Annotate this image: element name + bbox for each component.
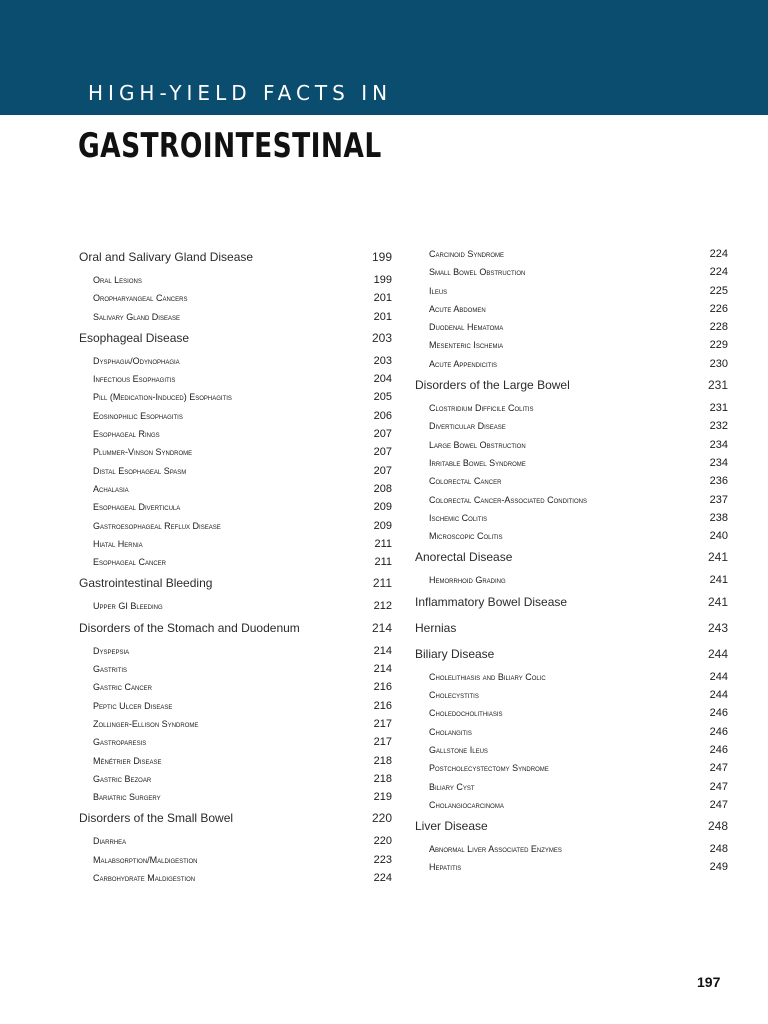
toc-page-number: 207 — [373, 446, 392, 459]
toc-page-number: 224 — [709, 266, 728, 279]
toc-subsection-title: Oropharyangeal Cancers — [93, 293, 188, 304]
toc-subsection-entry — [415, 493, 728, 511]
toc-page-number: 241 — [707, 550, 728, 565]
toc-page-number: 209 — [373, 501, 392, 514]
toc-subsection-title: Eosinophilic Esophagitis — [93, 410, 183, 421]
toc-page-number: 246 — [709, 707, 728, 720]
toc-subsection-title: Dysphagia/Odynophagia — [93, 355, 180, 366]
toc-page-number: 208 — [373, 482, 392, 495]
toc-subsection-entry — [415, 688, 728, 706]
toc-subsection-entry — [415, 706, 728, 724]
toc-page-number: 218 — [373, 772, 392, 785]
toc-page-number: 234 — [709, 438, 728, 451]
toc-page-number: 212 — [373, 600, 392, 613]
toc-subsection-title: Ménétrier Disease — [93, 755, 162, 766]
toc-subsection-title: Diarrhea — [93, 836, 127, 847]
toc-page-number: 247 — [709, 762, 728, 775]
toc-subsection-entry — [415, 573, 728, 591]
toc-subsection-entry — [415, 743, 728, 761]
toc-page-number: 224 — [709, 248, 728, 260]
toc-subsection-title: Microscopic Colitis — [429, 531, 503, 542]
toc-subsection-title: Clostridium Difficile Colitis — [429, 403, 534, 414]
toc-subsection-entry — [79, 834, 392, 852]
toc-page-number: 230 — [709, 357, 728, 370]
chapter-title: GASTROINTESTINAL — [78, 126, 382, 166]
toc-page-number: 225 — [709, 284, 728, 297]
toc-subsection-title: Carcinoid Syndrome — [429, 249, 505, 259]
toc-subsection-entry — [415, 798, 728, 816]
toc-section-entry — [415, 644, 728, 670]
toc-page-number: 236 — [709, 475, 728, 488]
toc-subsection-title: Esophageal Rings — [93, 429, 160, 440]
toc-subsection-title: Biliary Cyst — [429, 781, 475, 792]
toc-subsection-entry — [79, 464, 392, 482]
toc-subsection-entry — [79, 853, 392, 871]
toc-page-number: 217 — [373, 736, 392, 749]
toc-subsection-entry — [79, 519, 392, 537]
toc-page-number: 204 — [373, 373, 392, 386]
toc-subsection-title: Gastroesophageal Reflux Disease — [93, 520, 221, 531]
toc-section-entry — [415, 618, 728, 644]
toc-subsection-entry — [415, 725, 728, 743]
toc-section-title: Liver Disease — [415, 819, 488, 834]
toc-page-number: 214 — [373, 644, 392, 657]
toc-subsection-title: Small Bowel Obstruction — [429, 267, 526, 278]
toc-page-number: 231 — [709, 402, 728, 415]
toc-subsection-title: Dyspepsia — [93, 645, 130, 656]
toc-subsection-title: Achalasia — [93, 483, 129, 494]
toc-subsection-entry — [79, 390, 392, 408]
toc-subsection-title: Abnormal Liver Associated Enzymes — [429, 844, 562, 855]
toc-page-number: 199 — [373, 274, 392, 286]
toc-subsection-entry — [79, 372, 392, 390]
toc-page-number: 199 — [371, 250, 392, 264]
toc-section-entry — [79, 247, 392, 273]
toc-page-number: 206 — [373, 409, 392, 422]
toc-subsection-title: Gastritis — [93, 664, 128, 675]
toc-subsection-title: Cholangitis — [429, 726, 472, 737]
toc-subsection-title: Duodenal Hematoma — [429, 322, 504, 333]
toc-subsection-title: Mesenteric Ischemia — [429, 340, 504, 351]
toc-section-title: Disorders of the Small Bowel — [79, 811, 234, 826]
toc-subsection-entry — [415, 419, 728, 437]
toc-subsection-entry — [79, 717, 392, 735]
toc-page-number: 216 — [373, 681, 392, 694]
toc-subsection-entry — [79, 427, 392, 445]
toc-left-column — [79, 247, 392, 889]
toc-subsection-entry — [79, 273, 392, 291]
toc-subsection-title: Peptic Ulcer Disease — [93, 700, 173, 711]
toc-subsection-entry — [415, 456, 728, 474]
toc-subsection-entry — [79, 644, 392, 662]
toc-subsection-entry — [79, 537, 392, 555]
toc-page-number: 205 — [373, 391, 392, 404]
toc-subsection-title: Postcholecystectomy Syndrome — [429, 763, 549, 774]
toc-page-number: 216 — [373, 699, 392, 712]
toc-subsection-entry — [79, 500, 392, 518]
toc-subsection-entry — [79, 735, 392, 753]
toc-subsection-title: Acute Appendicitis — [429, 358, 498, 369]
toc-page-number: 209 — [373, 519, 392, 532]
toc-page-number: 224 — [373, 872, 392, 885]
toc-subsection-entry — [79, 310, 392, 328]
toc-subsection-entry — [79, 482, 392, 500]
toc-section-title: Esophageal Disease — [79, 330, 190, 345]
toc-subsection-title: Large Bowel Obstruction — [429, 439, 526, 450]
toc-subsection-entry — [79, 409, 392, 427]
toc-subsection-entry — [415, 780, 728, 798]
toc-page-number: 201 — [373, 310, 392, 323]
toc-subsection-entry — [415, 320, 728, 338]
toc-page-number: 244 — [707, 646, 728, 661]
toc-subsection-entry — [415, 529, 728, 547]
toc-subsection-title: Esophageal Diverticula — [93, 502, 181, 513]
toc-page-number: 220 — [373, 835, 392, 848]
toc-subsection-entry — [415, 284, 728, 302]
toc-section-title: Gastrointestinal Bleeding — [79, 576, 213, 591]
toc-subsection-entry — [79, 662, 392, 680]
toc-page-number: 237 — [709, 493, 728, 506]
toc-subsection-entry — [79, 599, 392, 617]
toc-subsection-entry — [79, 555, 392, 573]
toc-subsection-title: Acute Abdomen — [429, 303, 486, 314]
toc-page-number: 244 — [709, 670, 728, 683]
toc-subsection-title: Zollinger-Ellison Syndrome — [93, 718, 199, 729]
toc-page-number: 247 — [709, 780, 728, 793]
toc-subsection-title: Hemorrhoid Grading — [429, 575, 506, 586]
toc-subsection-title: Gastric Bezoar — [93, 773, 152, 784]
toc-section-entry — [79, 573, 392, 599]
toc-page-number: 207 — [373, 428, 392, 441]
toc-subsection-title: Hiatal Hernia — [93, 538, 143, 549]
toc-section-title: Biliary Disease — [415, 646, 495, 661]
toc-subsection-entry — [415, 302, 728, 320]
toc-page-number: 228 — [709, 321, 728, 334]
toc-page-number: 218 — [373, 754, 392, 767]
toc-section-entry — [79, 328, 392, 354]
toc-page-number: 223 — [373, 853, 392, 866]
toc-page-number: 244 — [709, 689, 728, 702]
toc-subsection-title: Salivary Gland Disease — [93, 311, 180, 322]
toc-section-entry — [79, 618, 392, 644]
toc-subsection-title: Plummer-Vinson Syndrome — [93, 447, 193, 458]
toc-page-number: 246 — [709, 743, 728, 756]
toc-subsection-entry — [79, 354, 392, 372]
toc-page-number: 229 — [709, 339, 728, 352]
toc-page-number: 234 — [709, 456, 728, 469]
toc-subsection-entry — [415, 401, 728, 419]
toc-page-number: 217 — [373, 717, 392, 730]
toc-subsection-title: Hepatitis — [429, 862, 462, 873]
toc-subsection-entry — [415, 842, 728, 860]
toc-subsection-entry — [415, 247, 728, 265]
toc-subsection-entry — [79, 772, 392, 790]
toc-page-number: 207 — [373, 464, 392, 477]
toc-subsection-title: Pill (Medication-Induced) Esophagitis — [93, 392, 232, 403]
toc-section-title: Disorders of the Large Bowel — [415, 378, 570, 393]
toc-subsection-entry — [79, 699, 392, 717]
page-number: 197 — [697, 974, 721, 990]
toc-page-number: 211 — [374, 556, 392, 569]
toc-section-title: Hernias — [415, 620, 457, 635]
toc-section-entry — [415, 592, 728, 618]
toc-section-entry — [415, 816, 728, 842]
toc-right-column — [415, 247, 728, 879]
toc-subsection-entry — [415, 357, 728, 375]
toc-subsection-title: Upper GI Bleeding — [93, 601, 163, 612]
toc-subsection-entry — [79, 790, 392, 808]
toc-subsection-title: Ischemic Colitis — [429, 512, 488, 523]
toc-subsection-title: Gastric Cancer — [93, 682, 153, 693]
toc-page-number: 241 — [707, 594, 728, 609]
toc-page-number: 241 — [709, 574, 728, 587]
toc-section-title: Oral and Salivary Gland Disease — [79, 250, 254, 264]
toc-subsection-title: Cholelithiasis and Biliary Colic — [429, 671, 546, 682]
chapter-kicker: HIGH-YIELD FACTS IN — [88, 81, 393, 105]
toc-subsection-entry — [415, 338, 728, 356]
toc-subsection-title: Colorectal Cancer — [429, 476, 502, 487]
toc-page-number: 220 — [371, 811, 392, 826]
toc-subsection-title: Diverticular Disease — [429, 421, 506, 432]
toc-subsection-title: Carbohydrate Maldigestion — [93, 873, 196, 884]
toc-subsection-entry — [79, 754, 392, 772]
toc-subsection-title: Cholecystitis — [429, 690, 479, 701]
toc-page-number: 243 — [707, 620, 728, 635]
toc-subsection-entry — [415, 860, 728, 878]
toc-page-number: 240 — [709, 530, 728, 543]
toc-subsection-title: Gallstone Ileus — [429, 744, 488, 755]
toc-page-number: 232 — [709, 420, 728, 433]
toc-page-number: 226 — [709, 302, 728, 315]
toc-page-number: 231 — [707, 378, 728, 393]
toc-subsection-title: Oral Lesions — [93, 275, 142, 285]
toc-page-number: 214 — [371, 620, 392, 635]
toc-page-number: 219 — [373, 791, 392, 804]
toc-page-number: 238 — [709, 511, 728, 524]
toc-page-number: 247 — [709, 798, 728, 811]
toc-subsection-entry — [415, 265, 728, 283]
toc-subsection-entry — [415, 474, 728, 492]
toc-subsection-title: Distal Esophageal Spasm — [93, 465, 187, 476]
toc-subsection-title: Gastroparesis — [93, 737, 147, 748]
toc-page-number: 249 — [709, 861, 728, 874]
toc-subsection-title: Ileus — [429, 285, 448, 296]
toc-subsection-title: Esophageal Cancer — [93, 557, 167, 568]
toc-page-number: 203 — [373, 354, 392, 367]
toc-subsection-entry — [415, 670, 728, 688]
toc-subsection-title: Irritable Bowel Syndrome — [429, 457, 526, 468]
toc-page-number: 203 — [371, 330, 392, 345]
toc-subsection-entry — [79, 871, 392, 889]
toc-page-number: 211 — [374, 537, 392, 550]
toc-subsection-title: Infectious Esophagitis — [93, 374, 176, 385]
toc-subsection-entry — [415, 761, 728, 779]
toc-subsection-title: Choledocholithiasis — [429, 708, 503, 719]
toc-section-entry — [415, 375, 728, 401]
toc-section-entry — [415, 547, 728, 573]
toc-page-number: 248 — [707, 819, 728, 834]
toc-subsection-entry — [79, 291, 392, 309]
toc-subsection-entry — [415, 438, 728, 456]
toc-subsection-title: Bariatric Surgery — [93, 792, 161, 803]
toc-page-number: 246 — [709, 725, 728, 738]
toc-subsection-title: Colorectal Cancer-Associated Conditions — [429, 494, 587, 505]
toc-subsection-title: Cholangiocarcinoma — [429, 799, 504, 810]
toc-page-number: 214 — [373, 663, 392, 676]
toc-subsection-entry — [79, 445, 392, 463]
toc-section-title: Anorectal Disease — [415, 550, 513, 565]
toc-section-entry — [79, 808, 392, 834]
toc-page-number: 248 — [709, 843, 728, 856]
toc-section-title: Inflammatory Bowel Disease — [415, 594, 568, 609]
toc-page-number: 201 — [373, 292, 392, 305]
toc-subsection-entry — [415, 511, 728, 529]
toc-subsection-title: Malabsorption/Maldigestion — [93, 854, 198, 865]
toc-page-number: 211 — [372, 576, 392, 591]
toc-subsection-entry — [79, 680, 392, 698]
toc-section-title: Disorders of the Stomach and Duodenum — [79, 620, 300, 635]
